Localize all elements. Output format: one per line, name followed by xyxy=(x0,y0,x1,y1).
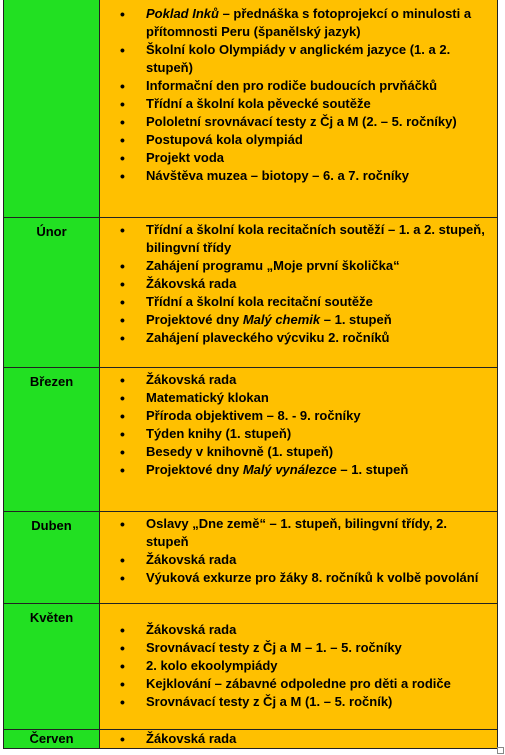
list-item xyxy=(100,407,491,425)
list-item xyxy=(100,5,491,41)
table-row xyxy=(3,730,498,748)
activity-list xyxy=(100,621,491,711)
list-item xyxy=(100,730,491,748)
italic-title: Malý vynálezce xyxy=(242,462,337,477)
activities-cell xyxy=(100,604,498,729)
item-text: Srovnávací testy z Čj a M (1. – 5. ročník) xyxy=(146,694,393,709)
list-item xyxy=(100,41,491,77)
month-label: Březen xyxy=(29,374,74,389)
item-text: Žákovská rada xyxy=(146,372,237,387)
italic-title: Poklad Inků xyxy=(146,6,219,21)
list-item xyxy=(100,275,491,293)
list-item xyxy=(100,95,491,113)
month-label: Únor xyxy=(36,224,67,239)
item-text: Školní kolo Olympiády v anglickém jazyce (1. a 2. stupeň) xyxy=(146,42,451,75)
list-item xyxy=(100,443,491,461)
item-text: Matematický klokan xyxy=(146,390,269,405)
activities-cell xyxy=(100,512,498,603)
list-item xyxy=(100,131,491,149)
list-item xyxy=(100,77,491,95)
item-text: Žákovská rada xyxy=(146,276,237,291)
activities-cell xyxy=(100,0,498,217)
item-text: Projektové dny xyxy=(146,312,243,327)
item-text: Třídní a školní kola recitační soutěže xyxy=(146,294,373,309)
item-text: Třídní a školní kola pěvecké soutěže xyxy=(146,96,371,111)
item-text: Projektové dny xyxy=(146,462,243,477)
item-text: Výuková exkurze pro žáky 8. ročníků k volbě povolání xyxy=(146,570,479,585)
item-text: Postupová kola olympiád xyxy=(146,132,303,147)
month-label: Duben xyxy=(31,518,72,533)
month-label: Květen xyxy=(29,610,74,625)
list-item xyxy=(100,113,491,131)
list-item xyxy=(100,371,491,389)
list-item xyxy=(100,257,491,275)
activities-cell xyxy=(100,218,498,367)
table-row xyxy=(3,604,498,729)
item-text: – 1. stupeň xyxy=(320,312,392,327)
item-text: 2. kolo ekoolympiády xyxy=(146,658,278,673)
month-cell xyxy=(3,218,100,367)
item-text: Projekt voda xyxy=(146,150,225,165)
list-item xyxy=(100,657,491,675)
activity-list xyxy=(100,515,491,587)
item-text: Žákovská rada xyxy=(146,622,237,637)
item-text: Oslavy „Dne země“ – 1. stupeň, bilingvní třídy, 2. stupeň xyxy=(146,516,448,549)
item-text: Týden knihy (1. stupeň) xyxy=(146,426,292,441)
table-row xyxy=(3,218,498,367)
list-item xyxy=(100,329,491,347)
table-row xyxy=(3,0,498,217)
activity-list xyxy=(100,5,491,185)
item-text: Žákovská rada xyxy=(146,552,237,567)
row-divider xyxy=(3,748,498,749)
table-row xyxy=(3,368,498,511)
list-item xyxy=(100,221,491,257)
list-item xyxy=(100,149,491,167)
item-text: Srovnávací testy z Čj a M – 1. – 5. ročníky xyxy=(146,640,402,655)
list-item xyxy=(100,569,491,587)
list-item xyxy=(100,675,491,693)
activity-list xyxy=(100,371,491,479)
item-text: Pololetní srovnávací testy z Čj a M (2. – 5. ročníky) xyxy=(146,114,457,129)
item-text: Třídní a školní kola recitačních soutěží – 1. a 2. stupeň, bilingvní třídy xyxy=(146,222,485,255)
item-text: Besedy v knihovně (1. stupeň) xyxy=(146,444,334,459)
list-item xyxy=(100,515,491,551)
activities-cell xyxy=(100,368,498,511)
resize-handle[interactable] xyxy=(497,747,504,754)
item-text: Příroda objektivem – 8. - 9. ročníky xyxy=(146,408,361,423)
month-cell xyxy=(3,0,100,217)
list-item xyxy=(100,293,491,311)
item-text: Zahájení programu „Moje první školička“ xyxy=(146,258,400,273)
item-text: – přednáška s fotoprojekcí o minulosti a přítomnosti Peru (španělský jazyk) xyxy=(146,6,472,39)
item-text: Zahájení plaveckého výcviku 2. ročníků xyxy=(146,330,390,345)
list-item xyxy=(100,639,491,657)
item-text: Kejklování – zábavné odpoledne pro děti a rodiče xyxy=(146,676,451,691)
month-cell xyxy=(3,512,100,603)
italic-title: Malý chemik xyxy=(242,312,321,327)
activity-list xyxy=(100,221,491,347)
list-item xyxy=(100,551,491,569)
list-item xyxy=(100,389,491,407)
list-item xyxy=(100,693,491,711)
month-cell xyxy=(3,368,100,511)
item-text: Žákovská rada xyxy=(146,731,237,746)
item-text: Návštěva muzea – biotopy – 6. a 7. ročníky xyxy=(146,168,410,183)
month-cell xyxy=(3,604,100,729)
activity-list xyxy=(100,730,491,748)
month-cell xyxy=(3,730,100,748)
list-item xyxy=(100,311,491,329)
list-item xyxy=(100,167,491,185)
month-label: Červen xyxy=(29,731,74,746)
list-item xyxy=(100,461,491,479)
item-text: Informační den pro rodiče budoucích prvňáčků xyxy=(146,78,438,93)
item-text: – 1. stupeň xyxy=(336,462,409,477)
list-item xyxy=(100,621,491,639)
table-row xyxy=(3,512,498,603)
activities-cell xyxy=(100,730,498,748)
list-item xyxy=(100,425,491,443)
